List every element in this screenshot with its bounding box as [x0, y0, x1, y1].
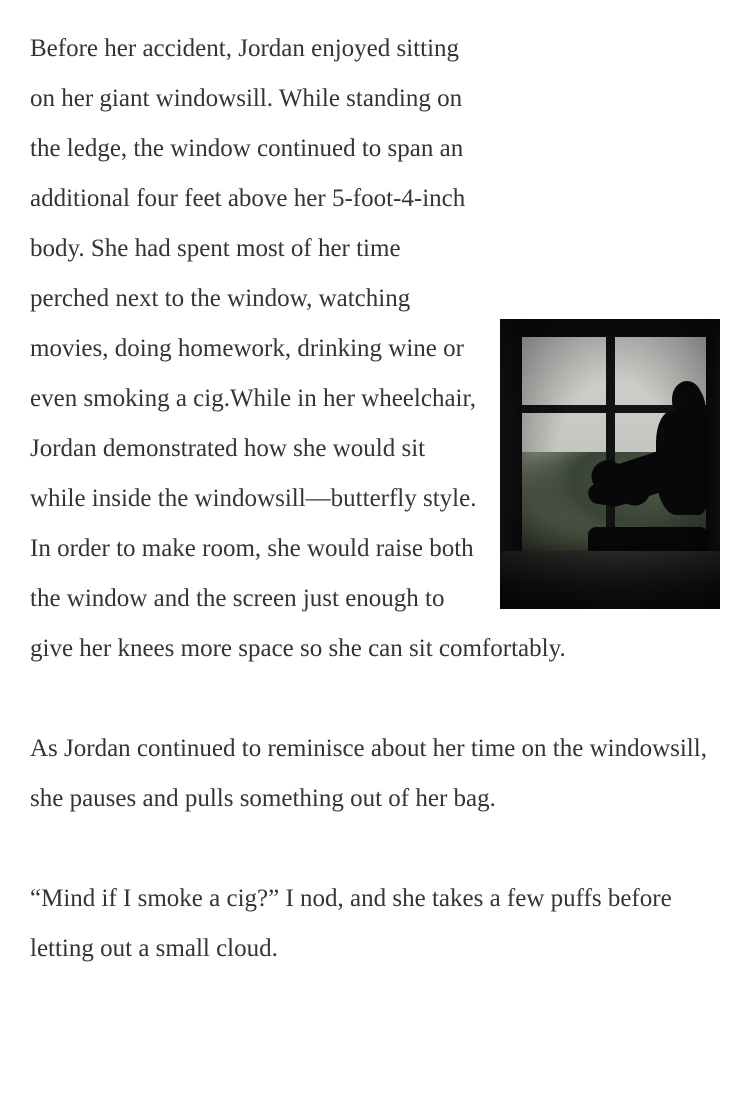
photo-vignette — [500, 319, 720, 609]
paragraph: “Mind if I smoke a cig?” I nod, and she takes a few puffs before letting out a small cloud. — [30, 885, 672, 962]
window-silhouette-photo — [500, 319, 720, 609]
photo-image — [500, 319, 720, 609]
paragraph: Before her accident, Jordan enjoyed sitting on her giant windowsill. While standing on the ledge, the window continued to span an additional four feet above her 5-foot-4-inch body. She had spent most of her time perched next to the window, watching movies, doing homework, drinking wine or even smoking a cig.While in her wheelchair, Jordan demonstrated how she would sit while inside the windowsill—butterfly style. In order to make room, she would raise both the window and the screen just enough to give her knees more space so she can sit comfortably. — [30, 35, 566, 662]
paragraph: As Jordan continued to reminisce about her time on the windowsill, she pauses and pulls something out of her bag. — [30, 735, 707, 812]
article-body — [30, 24, 720, 974]
